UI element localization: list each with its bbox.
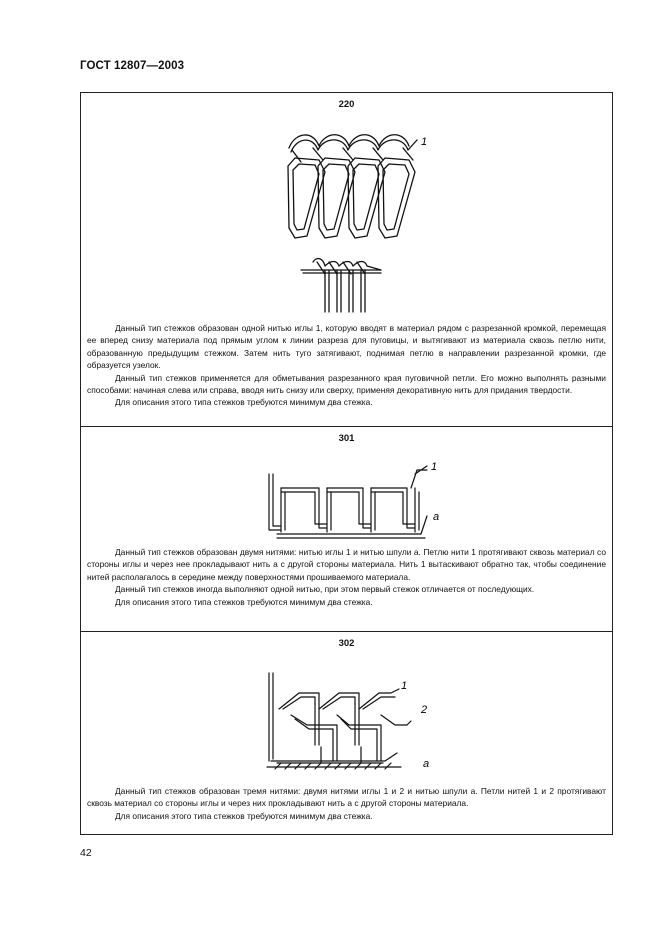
- section-title: 302: [338, 638, 355, 649]
- stitch-types-table: [80, 92, 613, 835]
- section-title: 220: [338, 99, 355, 110]
- paragraph: Данный тип стежков образован одной нитью иглы 1, которую вводят в материал рядом с разрезанной кромкой, перемещая ее вперед снизу материала под прямым углом к линии разреза для пуговицы, и вытягивают из материала сквозь петлю нити, образованную предыдущим стежком. Затем нить туго затягивают, поднимая петлю в направлении разрезанной кромки, где образуется узелок.: [87, 323, 606, 371]
- description-301: [81, 546, 612, 610]
- document-code: ГОСТ 12807—2003: [80, 60, 185, 72]
- paragraph: Данный тип стежков образован тремя нитями: двумя нитями иглы 1 и 2 и нитью шпули a. Петли нитей 1 и 2 протягивают сквозь материал со стороны иглы и через них прокладывают нить a с другой стороны материала.: [87, 786, 606, 809]
- figure-label: a: [423, 758, 430, 770]
- paragraph: Для описания этого типа стежков требуются минимум два стежка.: [115, 397, 373, 408]
- stitch-302-diagram: [81, 649, 614, 785]
- paragraph: Данный тип стежков иногда выполняют одной нитью, при этом первый стежок отличается от последующих.: [115, 584, 535, 595]
- stitch-301-diagram: [81, 444, 614, 546]
- page-number: 42: [80, 847, 92, 859]
- figure-label: 2: [421, 704, 428, 716]
- section-title: 301: [338, 433, 355, 444]
- figure-label: 1: [401, 680, 408, 692]
- description-220: [81, 322, 612, 411]
- stitch-section-302: [81, 631, 612, 834]
- description-302: [81, 785, 612, 824]
- stitch-section-301: [81, 426, 612, 631]
- stitch-section-220: [81, 93, 612, 426]
- paragraph: Для описания этого типа стежков требуются минимум два стежка.: [115, 596, 373, 607]
- paragraph: Для описания этого типа стежков требуются минимум два стежка.: [115, 810, 373, 821]
- paragraph: Данный тип стежков применяется для обметывания разрезанного края пуговичной петли. Его можно выполнять разными способами: начиная слева или справа, вводя нить снизу или сверху, применяя декоративную нить для придания твердости.: [87, 372, 606, 396]
- figure-label: a: [433, 511, 440, 523]
- figure-label: 1: [421, 136, 428, 148]
- stitch-220-diagram: [81, 110, 614, 322]
- paragraph: Данный тип стежков образован двумя нитями: нитью иглы 1 и нитью шпули a. Петлю нити 1 протягивают сквозь материал со стороны иглы и через нее прокладывают нить a с другой стороны материала. Нить 1 вытаскивают обратно так, чтобы соединение нитей располагалось в середине между поверхностями прошиваемого материала.: [87, 547, 606, 582]
- figure-label: 1: [431, 461, 438, 473]
